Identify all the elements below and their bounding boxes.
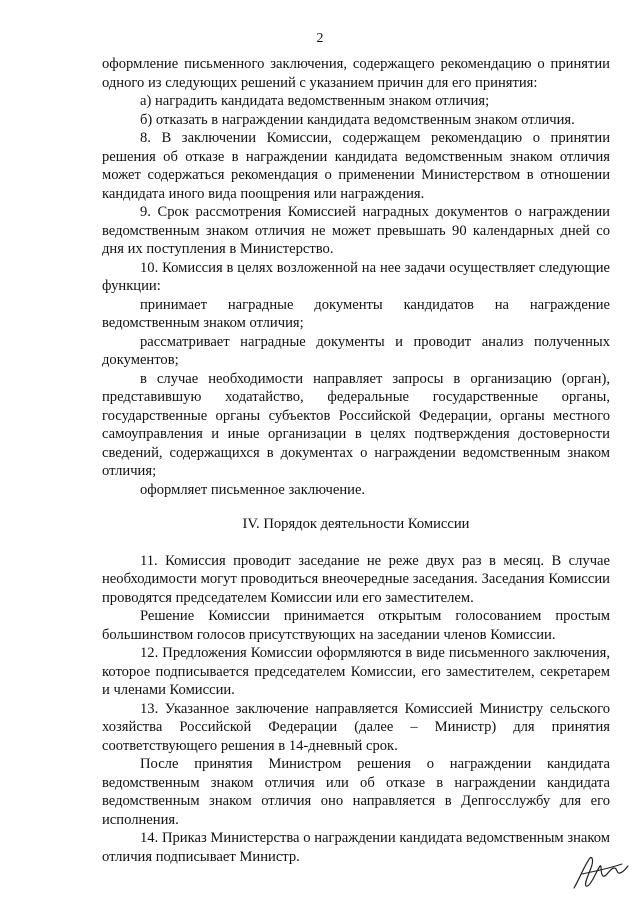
paragraph: 12. Предложения Комиссии оформляются в виде письменного заключения, которое подписывается председателем Комиссии, его заместителем, секретарем и членами Комиссии. bbox=[102, 645, 610, 698]
paragraph: 11. Комиссия проводит заседание не реже двух раз в месяц. В случае необходимости могут проводиться внеочередные заседания. Заседания Комиссии проводятся председателем Комиссии или его заместителем. bbox=[102, 552, 610, 606]
paragraph: в случае необходимости направляет запросы в организацию (орган), представившую ходатайство, федеральные государственные органы, государственные органы субъектов Российской Федерации, органы местного самоуправления и иные организации в целях подтверждения достоверности сведений, содержащихся в документах о награждении ведомственным знаком отличия; bbox=[102, 370, 610, 479]
paragraph: рассматривает наградные документы и проводит анализ полученных документов; bbox=[102, 333, 610, 368]
handwritten-signature bbox=[570, 848, 630, 893]
page-number: 2 bbox=[316, 31, 324, 46]
paragraph: 8. В заключении Комиссии, содержащем рекомендацию о принятии решения об отказе в награждении кандидата ведомственным знаком отличия может содержаться рекомендация о применении Министерством в отношении кандидата иного вида поощрения или награждения. bbox=[102, 130, 610, 202]
paragraph: а) наградить кандидата ведомственным знаком отличия; bbox=[140, 93, 490, 109]
paragraph: Решение Комиссии принимается открытым голосованием простым большинством голосов присутствующих на заседании членов Комиссии. bbox=[102, 608, 610, 643]
paragraph: 9. Срок рассмотрения Комиссией наградных документов о награждении ведомственным знаком отличия не может превышать 90 календарных дней со дня их поступления в Министерство. bbox=[102, 204, 610, 257]
paragraph: 13. Указанное заключение направляется Комиссией Министру сельского хозяйства Российской Федерации (далее – Министр) для принятия соответствующего решения в 14-дневный срок. bbox=[102, 700, 610, 754]
paragraph: принимает наградные документы кандидатов на награждение ведомственным знаком отличия; bbox=[102, 296, 610, 331]
paragraph: 14. Приказ Министерства о награждении кандидата ведомственным знаком отличия подписывает Министр. bbox=[102, 830, 610, 865]
paragraph: оформление письменного заключения, содержащего рекомендацию о принятии одного из следующих решений с указанием причин для его принятия: bbox=[102, 56, 610, 91]
paragraph: оформляет письменное заключение. bbox=[140, 481, 366, 498]
paragraph: 10. Комиссия в целях возложенной на нее задачи осуществляет следующие функции: bbox=[102, 259, 610, 294]
paragraph: б) отказать в награждении кандидата ведомственным знаком отличия. bbox=[140, 111, 575, 128]
document-body bbox=[102, 55, 610, 866]
paragraph: После принятия Министром решения о награждении кандидата ведомственным знаком отличия или об отказе в награждении кандидата ведомственным знаком отличия оно направляется в Депгосслужбу для его исполнения. bbox=[102, 756, 610, 828]
section-heading: IV. Порядок деятельности Комиссии bbox=[242, 516, 470, 532]
